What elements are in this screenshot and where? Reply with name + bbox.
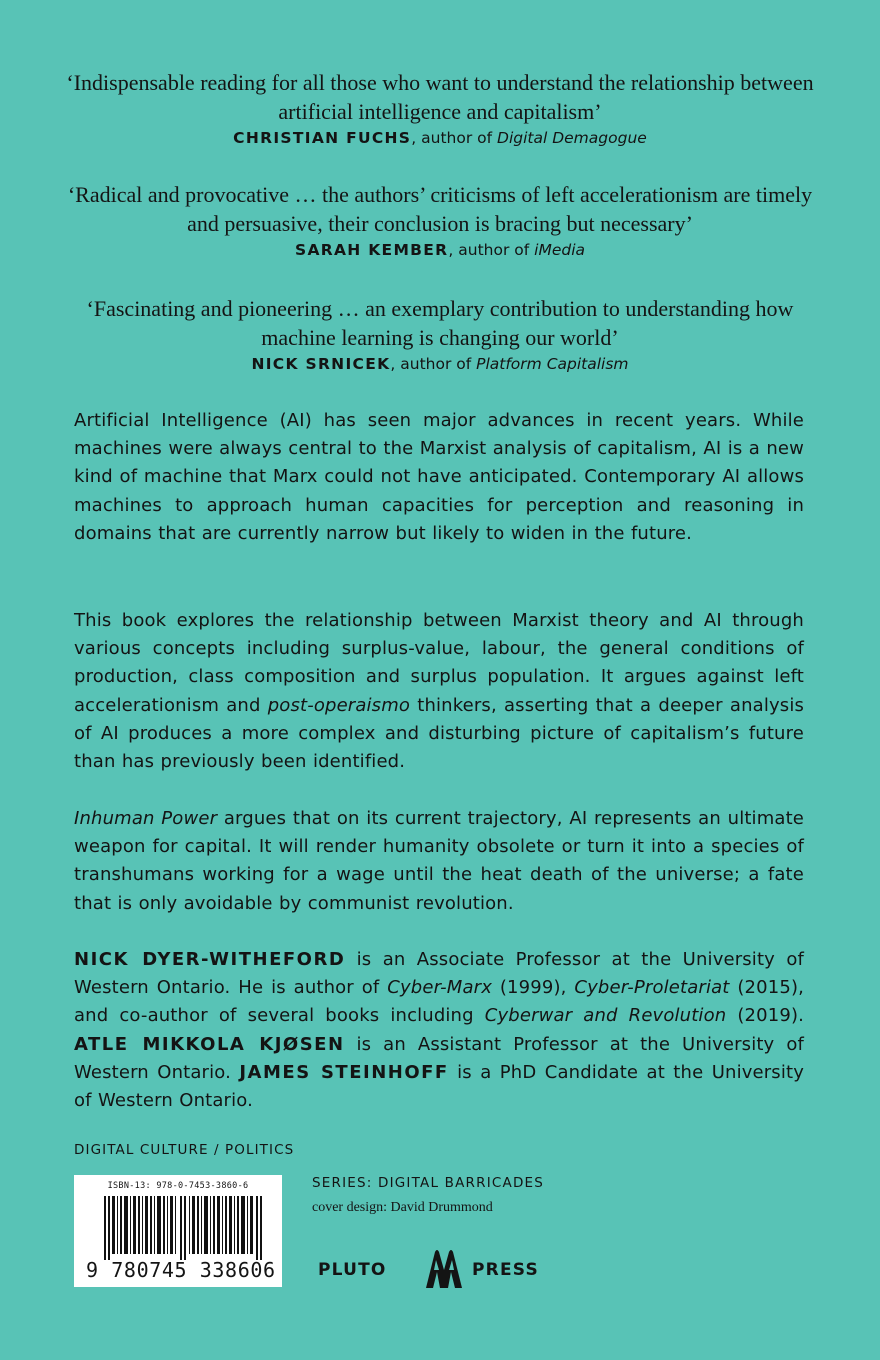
quote-work: Digital Demagogue <box>497 129 647 147</box>
quote-connector: , author of <box>411 129 498 147</box>
description-paragraph-1: Artificial Intelligence (AI) has seen major advances in recent years. While machines were always central to the Marxist analysis of capitalism, AI is a new kind of machine that Marx could not have anticipated. Contemporary AI allows machines to approach human capacities for perception and reasoning in domains that are currently narrow but likely to widen in the future. <box>74 410 804 544</box>
cover-design-credit: cover design: David Drummond <box>312 1200 493 1215</box>
pluto-press-logo-icon <box>424 1246 464 1290</box>
quote-connector: , author of <box>390 355 477 373</box>
book-title: Cyber-Proletariat <box>574 977 730 999</box>
publisher-name-right: PRESS <box>472 1260 539 1280</box>
series-label: SERIES: DIGITAL BARRICADES <box>312 1175 545 1191</box>
book-title: Inhuman Power <box>74 808 218 829</box>
isbn-label: ISBN-13: 978-0-7453-3860-6 <box>107 1181 249 1191</box>
text-run: is an Assistant Professor at the University of Western Ontario. <box>74 1033 804 1083</box>
quote-work: iMedia <box>534 241 585 259</box>
quote-work: Platform Capitalism <box>476 355 629 373</box>
quote-3 <box>60 294 820 375</box>
italic-term: post-operaismo <box>267 694 411 716</box>
author-name: JAMES STEINHOFF <box>239 1061 449 1083</box>
text-run: is a PhD Candidate at the University of Western Ontario. <box>74 1061 804 1112</box>
text-run: thinkers, asserting that a deeper analysis of AI produces a more complex and disturbing picture of capitalism’s future than has previously been identified. <box>74 694 804 773</box>
text-run: (1999), <box>492 977 575 999</box>
quote-author: CHRISTIAN FUCHS <box>233 129 412 147</box>
barcode-bars-icon <box>104 1196 264 1260</box>
author-name: NICK DYER-WITHEFORD <box>74 949 346 970</box>
quote-2 <box>60 180 820 261</box>
quote-1 <box>60 68 820 149</box>
quote-text: ‘Indispensable reading for all those who want to understand the relationship between artificial intelligence and capitalism’ <box>66 70 814 124</box>
quote-attribution <box>60 239 820 261</box>
author-name: ATLE MIKKOLA KJØSEN <box>74 1033 345 1055</box>
publisher-name-left: PLUTO <box>318 1260 387 1280</box>
quote-text: ‘Radical and provocative … the authors’ criticisms of left accelerationism are timely and persuasive, their conclusion is bracing but necessary’ <box>67 182 813 236</box>
text-run: is an Associate Professor at the University of Western Ontario. He is author of <box>74 949 804 999</box>
text-run: This book explores the relationship between Marxist theory and AI through various concepts including surplus-value, labour, the general conditions of production, class composition and surplus population. It argues against left accelerationism and <box>74 610 804 716</box>
text-run: (2015), and co-author of several books including <box>74 977 804 1027</box>
text-run: argues that on its current trajectory, AI represents an ultimate weapon for capital. It will render humanity obsolete or turn it into a species of transhumans working for a wage until the heat death of the universe; a fate that is only avoidable by communist revolution. <box>74 808 804 914</box>
description-paragraph-2 <box>74 607 804 776</box>
quote-author: NICK SRNICEK <box>251 355 391 373</box>
quote-attribution <box>60 353 820 375</box>
description-paragraph-3 <box>74 805 804 918</box>
quote-attribution <box>60 127 820 149</box>
author-bios <box>74 946 804 1115</box>
text-run: (2019). <box>726 1005 805 1027</box>
barcode <box>74 1175 282 1287</box>
isbn-digits: 9 780745 338606 <box>86 1258 276 1282</box>
quote-author: SARAH KEMBER <box>294 241 449 259</box>
book-title: Cyber-Marx <box>387 977 492 999</box>
subject-category: DIGITAL CULTURE / POLITICS <box>74 1142 295 1158</box>
book-title: Cyberwar and Revolution <box>484 1005 727 1027</box>
quote-text: ‘Fascinating and pioneering … an exemplary contribution to understanding how machine learning is changing our world’ <box>86 296 794 350</box>
quote-connector: , author of <box>448 241 535 259</box>
